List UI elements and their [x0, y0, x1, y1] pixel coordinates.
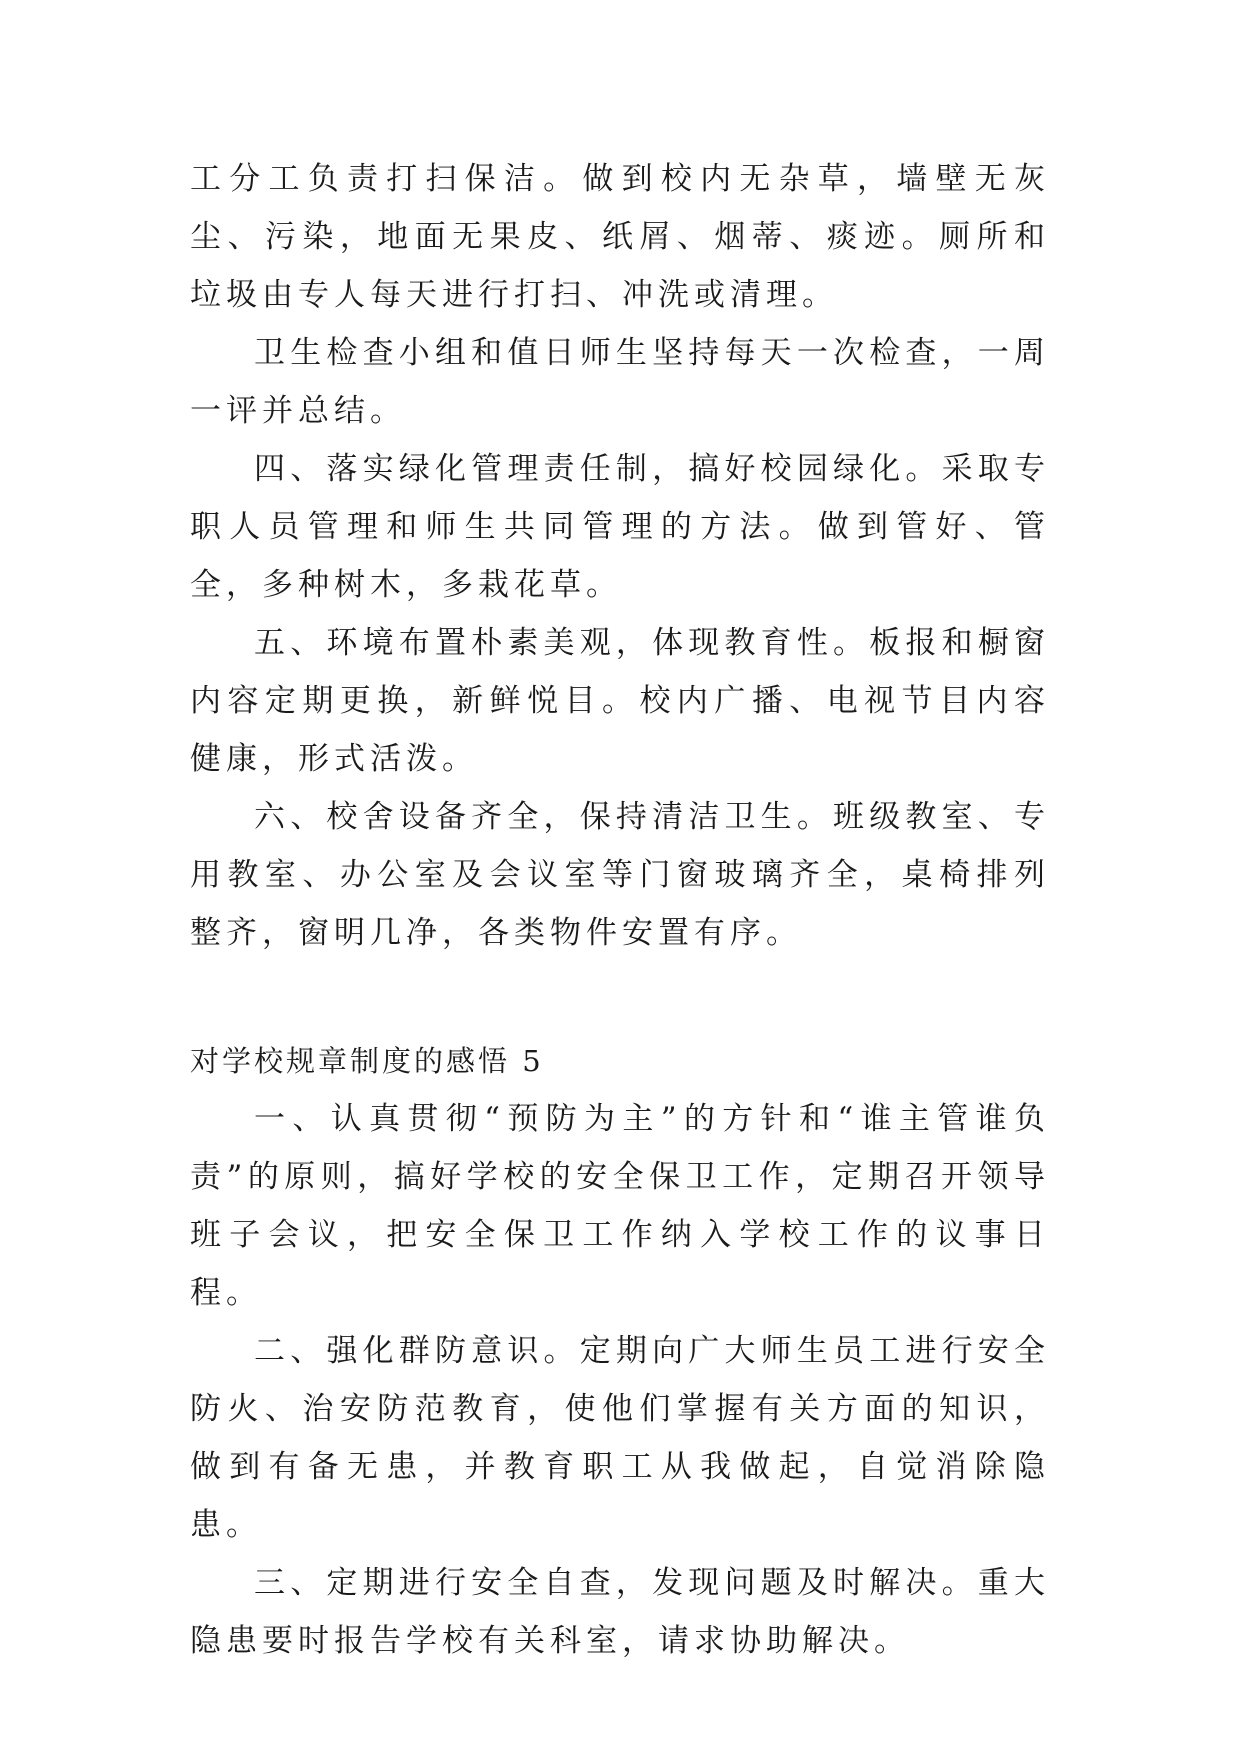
paragraph-environment-layout: 五、环境布置朴素美观，体现教育性。板报和橱窗内容定期更换，新鲜悦目。校内广播、电视节目内容健康，形式活泼。 — [190, 625, 1050, 777]
paragraph-self-inspection: 三、定期进行安全自查，发现问题及时解决。重大隐患要时报告学校有关科室，请求协助解决。 — [190, 1565, 1050, 1659]
paragraph-safety-principle: 一、认真贯彻“预防为主”的方针和“谁主管谁负责”的原则，搞好学校的安全保卫工作，定期召开领导班子会议，把安全保卫工作纳入学校工作的议事日程。 — [190, 1101, 1050, 1311]
paragraph-hygiene-inspection: 卫生检查小组和值日师生坚持每天一次检查，一周一评并总结。 — [190, 335, 1050, 429]
paragraph-facilities: 六、校舍设备齐全，保持清洁卫生。班级教室、专用教室、办公室及会议室等门窗玻璃齐全，桌椅排列整齐，窗明几净，各类物件安置有序。 — [190, 799, 1050, 951]
paragraph-group-prevention: 二、强化群防意识。定期向广大师生员工进行安全防火、治安防范教育，使他们掌握有关方面的知识，做到有备无患，并教育职工从我做起，自觉消除隐患。 — [190, 1333, 1050, 1543]
section-heading: 对学校规章制度的感悟 5 — [190, 1044, 544, 1078]
document-page — [190, 150, 1050, 1670]
paragraph-greening: 四、落实绿化管理责任制，搞好校园绿化。采取专职人员管理和师生共同管理的方法。做到管好、管全，多种树木，多栽花草。 — [190, 451, 1050, 603]
section-spacer — [190, 962, 1050, 1032]
paragraph-cleaning-duties: 工分工负责打扫保洁。做到校内无杂草，墙壁无灰尘、污染，地面无果皮、纸屑、烟蒂、痰迹。厕所和垃圾由专人每天进行打扫、冲洗或清理。 — [190, 161, 1050, 313]
